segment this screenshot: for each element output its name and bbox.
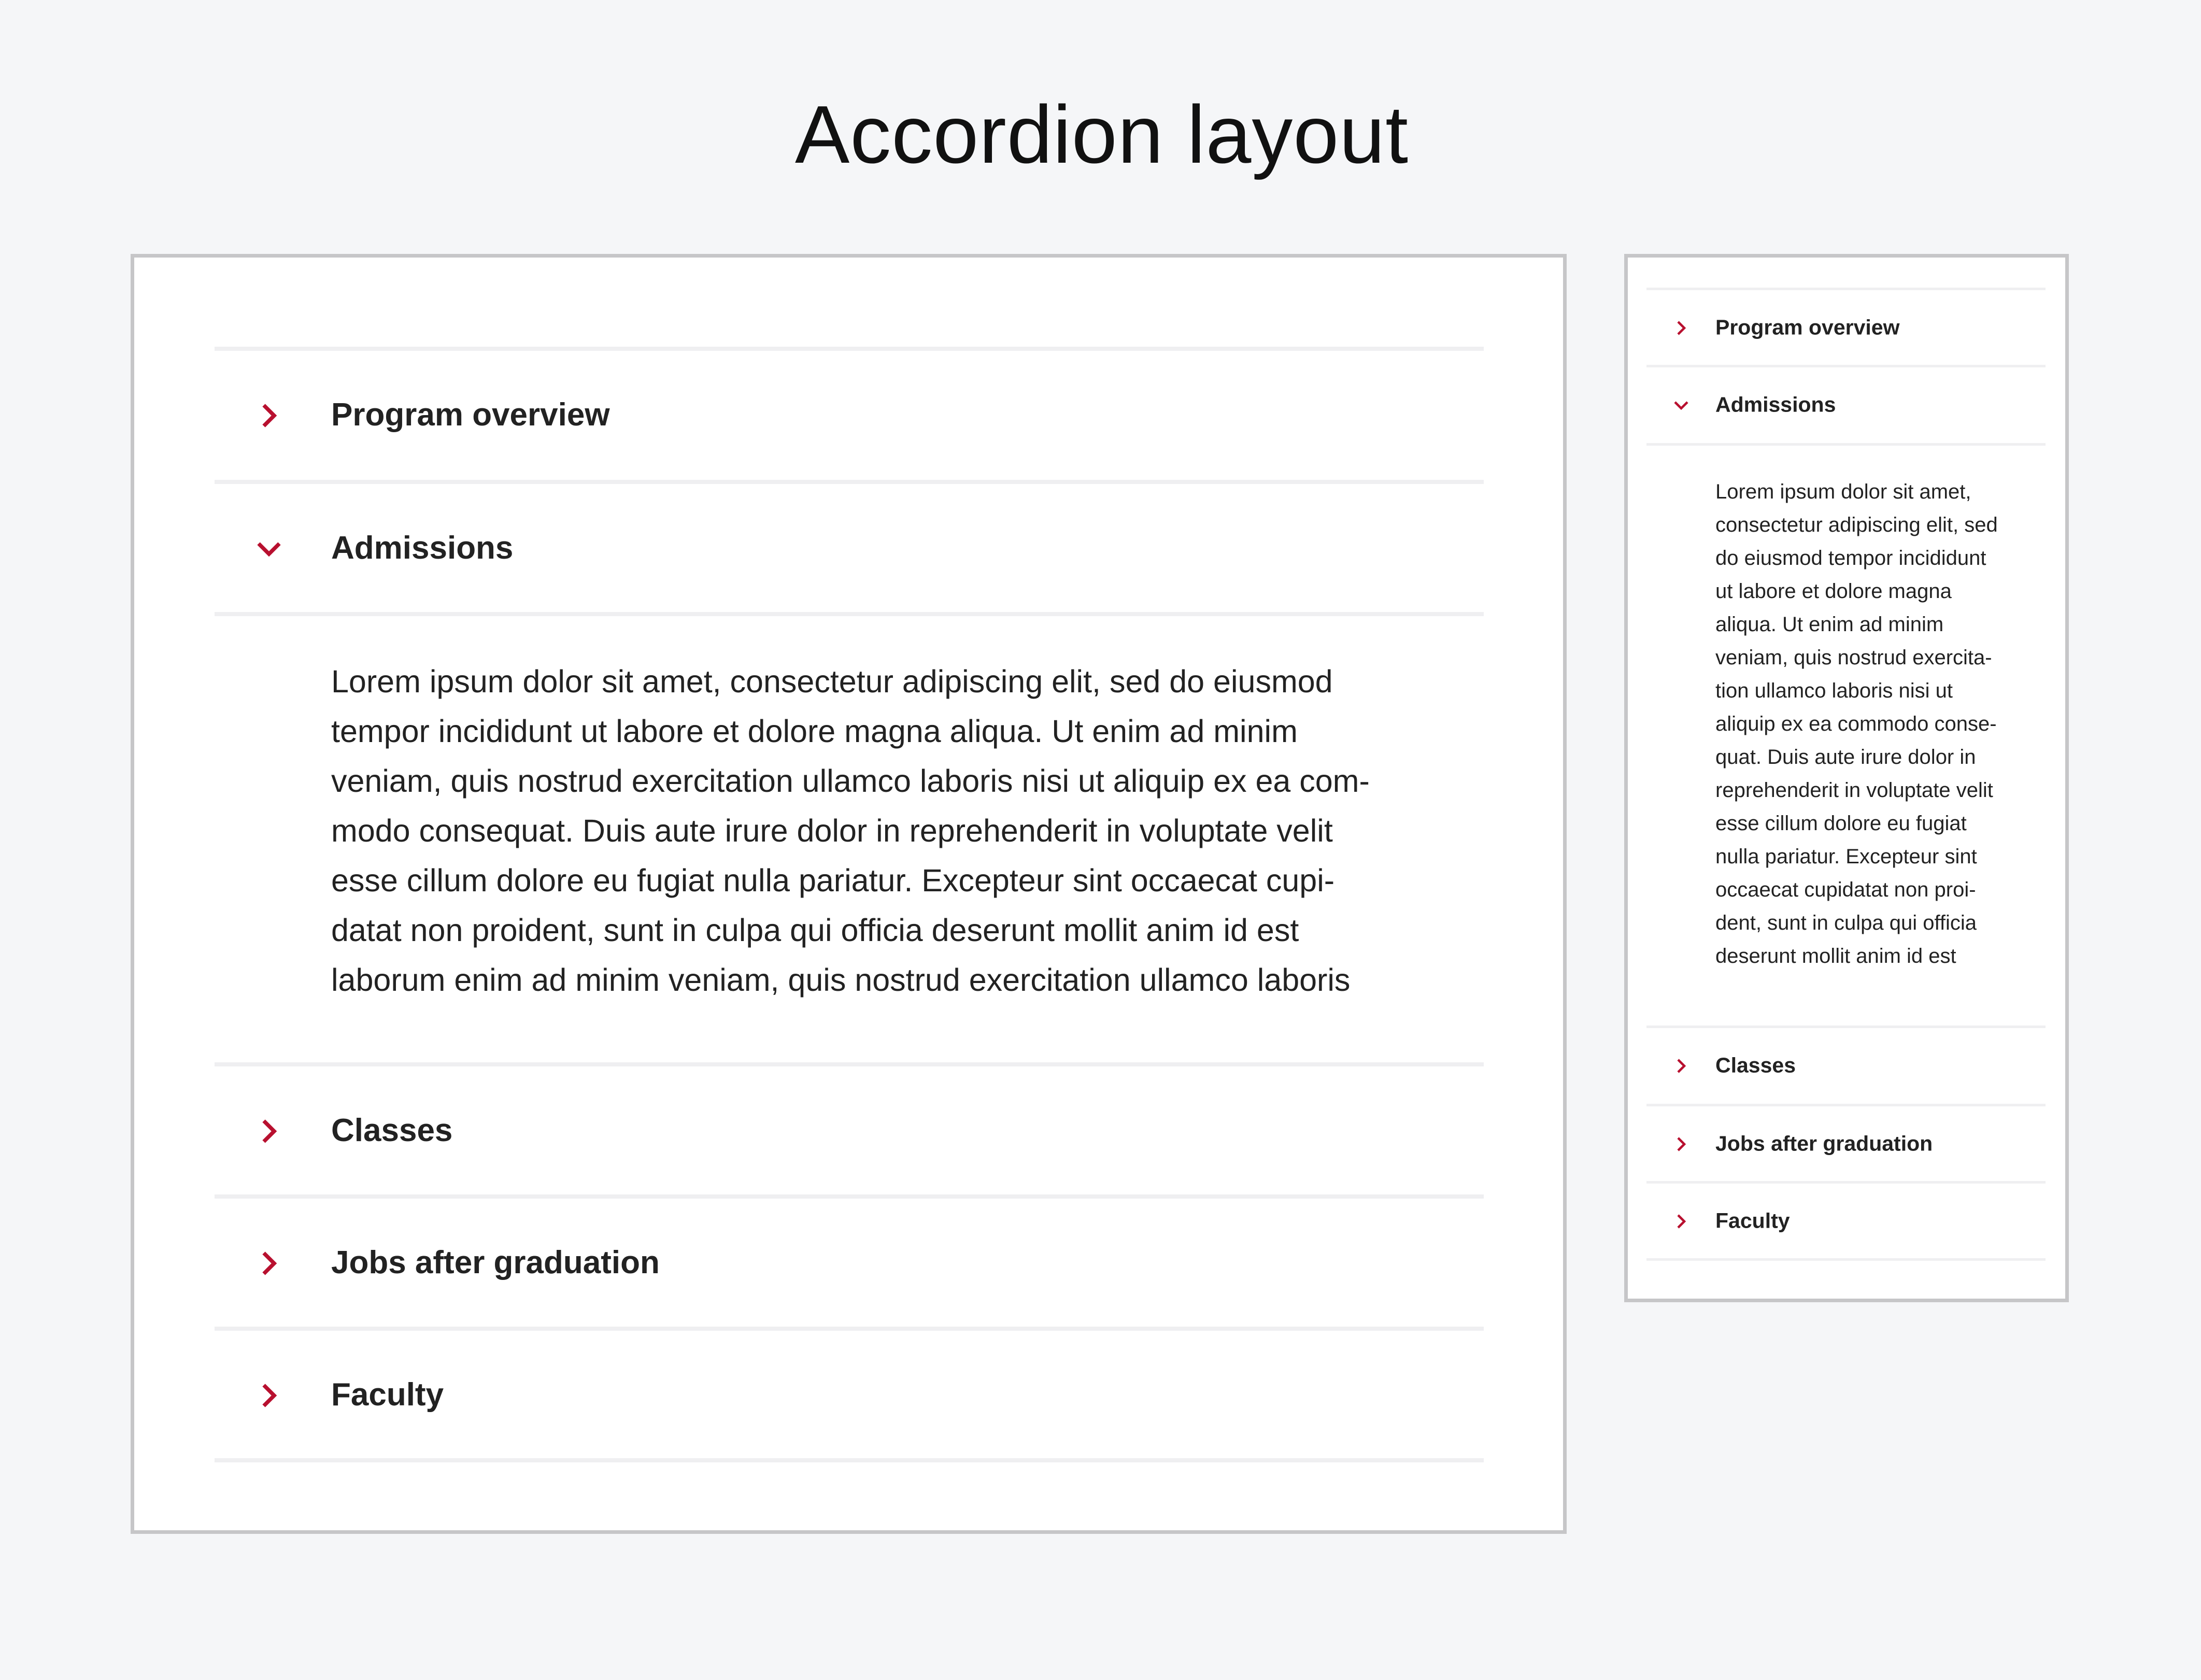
chevron-right-icon <box>256 403 282 429</box>
divider <box>215 347 1484 351</box>
accordion-item-faculty[interactable] <box>1628 1184 2065 1259</box>
divider <box>215 1194 1484 1199</box>
accordion-item-jobs-after-graduation[interactable] <box>134 1199 1563 1328</box>
chevron-right-icon <box>256 1250 282 1276</box>
admissions-content <box>331 657 1370 1005</box>
body-text-line: occaecat cupidatat non proi- <box>1715 878 1976 901</box>
accordion-item-program-overview[interactable] <box>134 351 1563 480</box>
accordion-item-label: Faculty <box>331 1377 444 1413</box>
divider <box>1646 1258 2046 1261</box>
body-text-line: aliqua. Ut enim ad minim <box>1715 613 1944 636</box>
chevron-right-icon <box>1673 1214 1689 1229</box>
chevron-right-icon <box>1673 1058 1689 1074</box>
body-text-line: do eiusmod tempor incididunt <box>1715 547 1986 570</box>
body-text-line: esse cillum dolore eu fugiat nulla pariatur. Excepteur sint occaecat cupi- <box>331 863 1335 898</box>
page-title: Accordion layout <box>794 89 1409 180</box>
divider <box>215 612 1484 616</box>
divider <box>1646 443 2046 446</box>
accordion-item-label: Program overview <box>331 397 610 433</box>
body-text-line: Lorem ipsum dolor sit amet, <box>1715 480 1971 503</box>
body-text-line: esse cillum dolore eu fugiat <box>1715 812 1967 835</box>
chevron-down-icon <box>256 536 282 562</box>
accordion-item-classes[interactable] <box>1628 1028 2065 1104</box>
accordion-item-jobs-after-graduation[interactable] <box>1628 1106 2065 1182</box>
body-text-line: consectetur adipiscing elit, sed <box>1715 514 1998 536</box>
body-text-line: tempor incididunt ut labore et dolore magna aliqua. Ut enim ad minim <box>331 714 1298 749</box>
chevron-down-icon <box>1673 397 1689 413</box>
admissions-content <box>1715 475 1998 973</box>
chevron-right-icon <box>256 1118 282 1144</box>
accordion-item-classes[interactable] <box>134 1066 1563 1196</box>
body-text-line: Lorem ipsum dolor sit amet, consectetur adipiscing elit, sed do eiusmod <box>331 664 1333 699</box>
accordion-item-label: Classes <box>331 1113 453 1149</box>
body-text-line: reprehenderit in voluptate velit <box>1715 779 1993 802</box>
body-text-line: dent, sunt in culpa qui officia <box>1715 912 1977 934</box>
body-text-line: tion ullamco laboris nisi ut <box>1715 679 1953 702</box>
accordion-desktop <box>131 254 1567 1534</box>
accordion-item-label: Jobs after graduation <box>1715 1131 1933 1156</box>
accordion-item-label: Classes <box>1715 1053 1796 1077</box>
accordion-item-program-overview[interactable] <box>1628 290 2065 366</box>
chevron-right-icon <box>1673 1136 1689 1152</box>
body-text-line: nulla pariatur. Excepteur sint <box>1715 845 1977 868</box>
body-text-line: modo consequat. Duis aute irure dolor in reprehenderit in voluptate velit <box>331 813 1333 848</box>
body-text-line: deserunt mollit anim id est <box>1715 945 1956 967</box>
chevron-right-icon <box>1673 320 1689 336</box>
accordion-item-label: Admissions <box>331 530 514 566</box>
accordion-item-label: Faculty <box>1715 1208 1790 1233</box>
body-text-line: quat. Duis aute irure dolor in <box>1715 746 1976 768</box>
body-text-line: veniam, quis nostrud exercita- <box>1715 646 1992 669</box>
accordion-item-label: Program overview <box>1715 315 1900 339</box>
body-text-line: veniam, quis nostrud exercitation ullamco laboris nisi ut aliquip ex ea com- <box>331 763 1370 799</box>
body-text-line: aliquip ex ea commodo conse- <box>1715 713 1997 735</box>
accordion-item-admissions[interactable] <box>134 484 1563 614</box>
body-text-line: ut labore et dolore magna <box>1715 580 1952 603</box>
accordion-mobile <box>1624 254 2069 1302</box>
accordion-item-label: Jobs after graduation <box>331 1245 660 1281</box>
body-text-line: laborum enim ad minim veniam, quis nostrud exercitation ullamco laboris <box>331 962 1351 998</box>
body-text-line: datat non proident, sunt in culpa qui officia deserunt mollit anim id est <box>331 913 1299 948</box>
accordion-item-admissions[interactable] <box>1628 367 2065 443</box>
accordion-item-label: Admissions <box>1715 392 1836 417</box>
divider <box>215 480 1484 484</box>
divider <box>215 1458 1484 1462</box>
divider <box>215 1062 1484 1066</box>
chevron-right-icon <box>256 1383 282 1408</box>
divider <box>215 1327 1484 1331</box>
accordion-item-faculty[interactable] <box>134 1331 1563 1460</box>
